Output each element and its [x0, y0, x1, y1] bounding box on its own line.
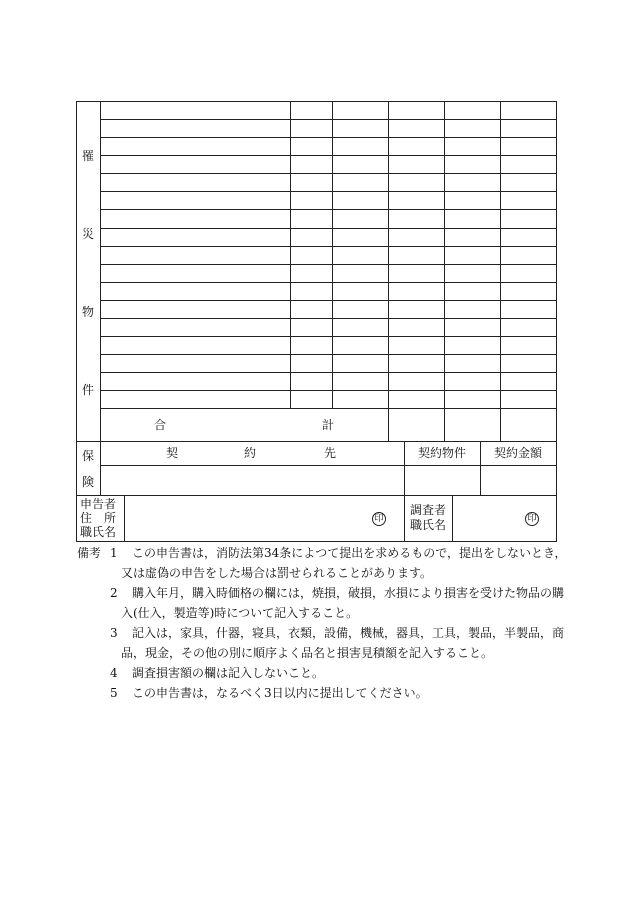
remarks-section	[77, 543, 567, 703]
contract-property-header: 契約物件	[418, 446, 467, 460]
inspector-label-2: 職氏名	[410, 518, 447, 532]
insurance-label-2: 険	[82, 475, 95, 489]
remarks-line: この申告書は，消防法第34条によつて提出を求めるもので，提出をしないとき，	[132, 546, 567, 560]
remarks-number: 5	[110, 686, 118, 700]
remarks-item-5	[77, 683, 557, 703]
remarks-line: 記入は，家具，什器，寝具，衣類，設備，機械，器具，工具，製品，半製品，商	[132, 626, 565, 640]
remarks-line: 調査損害額の欄は記入しないこと。	[132, 666, 325, 680]
remarks-line: 品，現金，その他の別に順序よく品名と損害見積額を記入すること。	[121, 646, 494, 660]
total-label-right: 計	[322, 418, 335, 432]
declarant-label-1: 申告者	[80, 497, 117, 511]
contractor-header-3: 先	[324, 446, 337, 460]
damaged-items-label-2: 災	[82, 227, 95, 241]
declarant-seal-mark: 印	[372, 512, 386, 526]
remarks-number: 4	[110, 666, 118, 680]
remarks-number: 2	[110, 586, 118, 600]
contractor-header-2: 約	[244, 446, 257, 460]
remarks-number: 1	[110, 546, 118, 560]
remarks-item-1	[77, 543, 567, 563]
contractor-header-1: 契	[166, 446, 179, 460]
damaged-items-label-4: 件	[82, 383, 95, 397]
remarks-line: 購入年月，購入時価格の欄には，焼損，破損，水損により損害を受けた物品の購	[132, 586, 565, 600]
remarks-number: 3	[110, 626, 118, 640]
remarks-item-4	[77, 663, 557, 683]
remarks-line: この申告書は，なるべく3日以内に提出してください。	[132, 686, 428, 700]
inspector-label-1: 調査者	[410, 503, 447, 517]
declarant-label-3: 職氏名	[80, 525, 117, 539]
remarks-item-2	[77, 583, 565, 603]
damaged-items-label-3: 物	[82, 305, 95, 319]
inspector-seal-mark: 印	[525, 512, 539, 526]
remarks-line: 入(仕入，製造等)時について記入すること。	[121, 606, 359, 620]
remarks-line: 又は虚偽の申告をした場合は罰せられることがあります。	[121, 566, 433, 580]
declarant-label-2: 住 所	[80, 511, 117, 525]
total-label-left: 合	[154, 418, 167, 432]
remarks-heading: 備考	[77, 546, 102, 560]
insurance-label-1: 保	[82, 449, 95, 463]
remarks-item-3	[77, 623, 565, 643]
damaged-items-label-1: 罹	[82, 149, 95, 163]
contract-amount-header: 契約金額	[494, 446, 543, 460]
